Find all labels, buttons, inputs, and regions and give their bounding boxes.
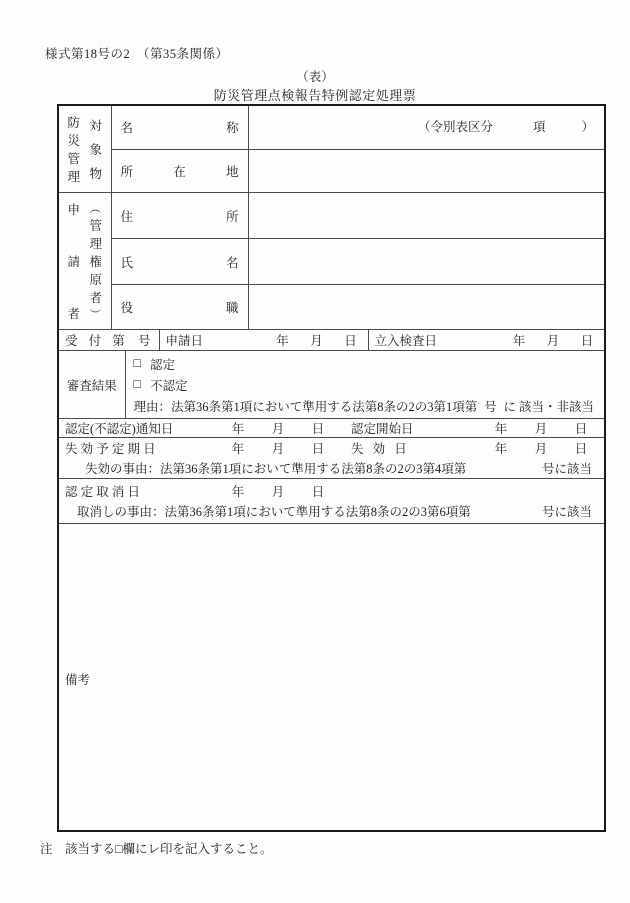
- inspection-date-cell: [368, 330, 605, 351]
- application-date-label: 申請日: [165, 334, 204, 348]
- year-unit: 年: [512, 334, 526, 348]
- face-label: （表）: [296, 70, 334, 84]
- applicant-position-value-cell: [248, 284, 605, 329]
- property-location-label: 所 在 地: [120, 164, 239, 179]
- month-unit: 月: [310, 334, 323, 348]
- property-location-value-cell: [248, 149, 605, 192]
- annotation-item-label: 項: [533, 119, 546, 134]
- revocation-reason-text: 取消しの事由：法第36条第1項において準用する法第8条の2の3第6項第: [77, 505, 471, 519]
- month-unit: 月: [271, 422, 285, 436]
- option-not-approved-row: [126, 374, 605, 395]
- applicant-group-main-label: 申 請 者: [67, 203, 80, 321]
- reception-number-prefix: 受 付 第: [65, 334, 129, 348]
- day-unit: 日: [580, 334, 594, 348]
- examination-result-content-cell: [125, 351, 605, 419]
- year-unit: 年: [231, 422, 245, 436]
- option-approved-row: [126, 353, 605, 374]
- day-unit: 日: [344, 334, 357, 348]
- month-unit: 月: [271, 442, 285, 456]
- checkbox-approved[interactable]: □: [133, 356, 142, 370]
- option-approved-label: 認定: [150, 357, 176, 372]
- property-group-sub-label: 対 象 物: [89, 119, 102, 181]
- inspection-date-label: 立入検査日: [374, 334, 438, 348]
- option-not-approved-label: 不認定: [150, 378, 188, 393]
- ordinance-category-annotation: [249, 117, 605, 138]
- applicant-group-sub-label: （ 管 理 権 原 者 ）: [88, 202, 102, 320]
- day-unit: 日: [574, 442, 588, 456]
- applicant-address-label: 住 所: [120, 209, 239, 224]
- notification-date-row: [58, 419, 605, 438]
- applicant-group-header: [58, 193, 111, 330]
- year-unit: 年: [494, 442, 508, 456]
- property-name-label-cell: [111, 105, 248, 149]
- page-title: 防災管理点検報告特例認定処理票: [213, 88, 417, 103]
- property-name-label: 名 称: [120, 121, 239, 136]
- applicant-position-label: 役 職: [120, 300, 239, 315]
- applicant-name-label: 氏 名: [120, 255, 239, 270]
- year-unit: 年: [231, 485, 245, 499]
- property-location-label-cell: [111, 149, 248, 192]
- applicant-position-label-cell: [111, 284, 248, 329]
- lapse-reason-tail: 号に該当: [542, 462, 593, 476]
- examination-reason-tail: に 該当・非該当: [503, 399, 595, 414]
- form-number: 様式第18号の2 （第35条関係）: [45, 47, 229, 61]
- day-unit: 日: [311, 485, 325, 499]
- property-group-header: [58, 105, 111, 193]
- checkbox-not-approved[interactable]: □: [133, 377, 142, 391]
- examination-reason-unit: 号: [484, 399, 497, 414]
- applicant-address-label-cell: [111, 193, 248, 239]
- annotation-close: ）: [581, 119, 595, 134]
- remarks-cell: [58, 524, 605, 831]
- examination-reason-row: [126, 395, 605, 416]
- remarks-label: 備考: [65, 673, 91, 688]
- revocation-reason-row: [59, 501, 604, 521]
- day-unit: 日: [574, 422, 588, 436]
- lapse-scheduled-label: 失 効 予 定 期 日: [65, 442, 156, 456]
- certification-start-label: 認定開始日: [351, 422, 414, 436]
- property-group-main-label: 防 災 管 理: [67, 116, 80, 184]
- application-date-cell: [159, 330, 368, 351]
- reception-number-cell: [58, 330, 159, 351]
- year-unit: 年: [276, 334, 289, 348]
- examination-result-label-cell: [58, 351, 125, 419]
- year-unit: 年: [231, 442, 245, 456]
- applicant-name-value-cell: [248, 239, 605, 284]
- examination-result-label: 審査結果: [66, 378, 117, 393]
- reception-number-suffix: 号: [137, 334, 151, 348]
- footnote: 注 該当する□欄にレ印を記入すること。: [40, 842, 273, 856]
- year-unit: 年: [494, 422, 508, 436]
- month-unit: 月: [271, 485, 285, 499]
- examination-reason-text: 理由：法第36条第1項において準用する法第8条の2の3第1項第: [133, 399, 478, 414]
- revocation-reason-tail: 号に該当: [542, 505, 593, 519]
- revocation-date-label: 認 定 取 消 日: [65, 485, 141, 499]
- notification-date-label: 認定(不認定)通知日: [65, 422, 174, 436]
- lapse-row: [58, 438, 605, 479]
- annotation-open: （令別表区分: [417, 119, 493, 134]
- lapse-reason-row: [59, 458, 604, 478]
- month-unit: 月: [546, 334, 560, 348]
- day-unit: 日: [311, 442, 325, 456]
- month-unit: 月: [534, 422, 548, 436]
- revocation-row: [58, 479, 605, 524]
- day-unit: 日: [311, 422, 325, 436]
- lapse-reason-text: 失効の事由：法第36条第1項において準用する法第8条の2の3第4項第: [85, 462, 467, 476]
- property-name-value-cell: [248, 105, 605, 149]
- lapse-date-label: 失 効 日: [351, 442, 410, 456]
- form-table: [57, 104, 606, 832]
- month-unit: 月: [534, 442, 548, 456]
- applicant-address-value-cell: [248, 193, 605, 239]
- applicant-name-label-cell: [111, 239, 248, 284]
